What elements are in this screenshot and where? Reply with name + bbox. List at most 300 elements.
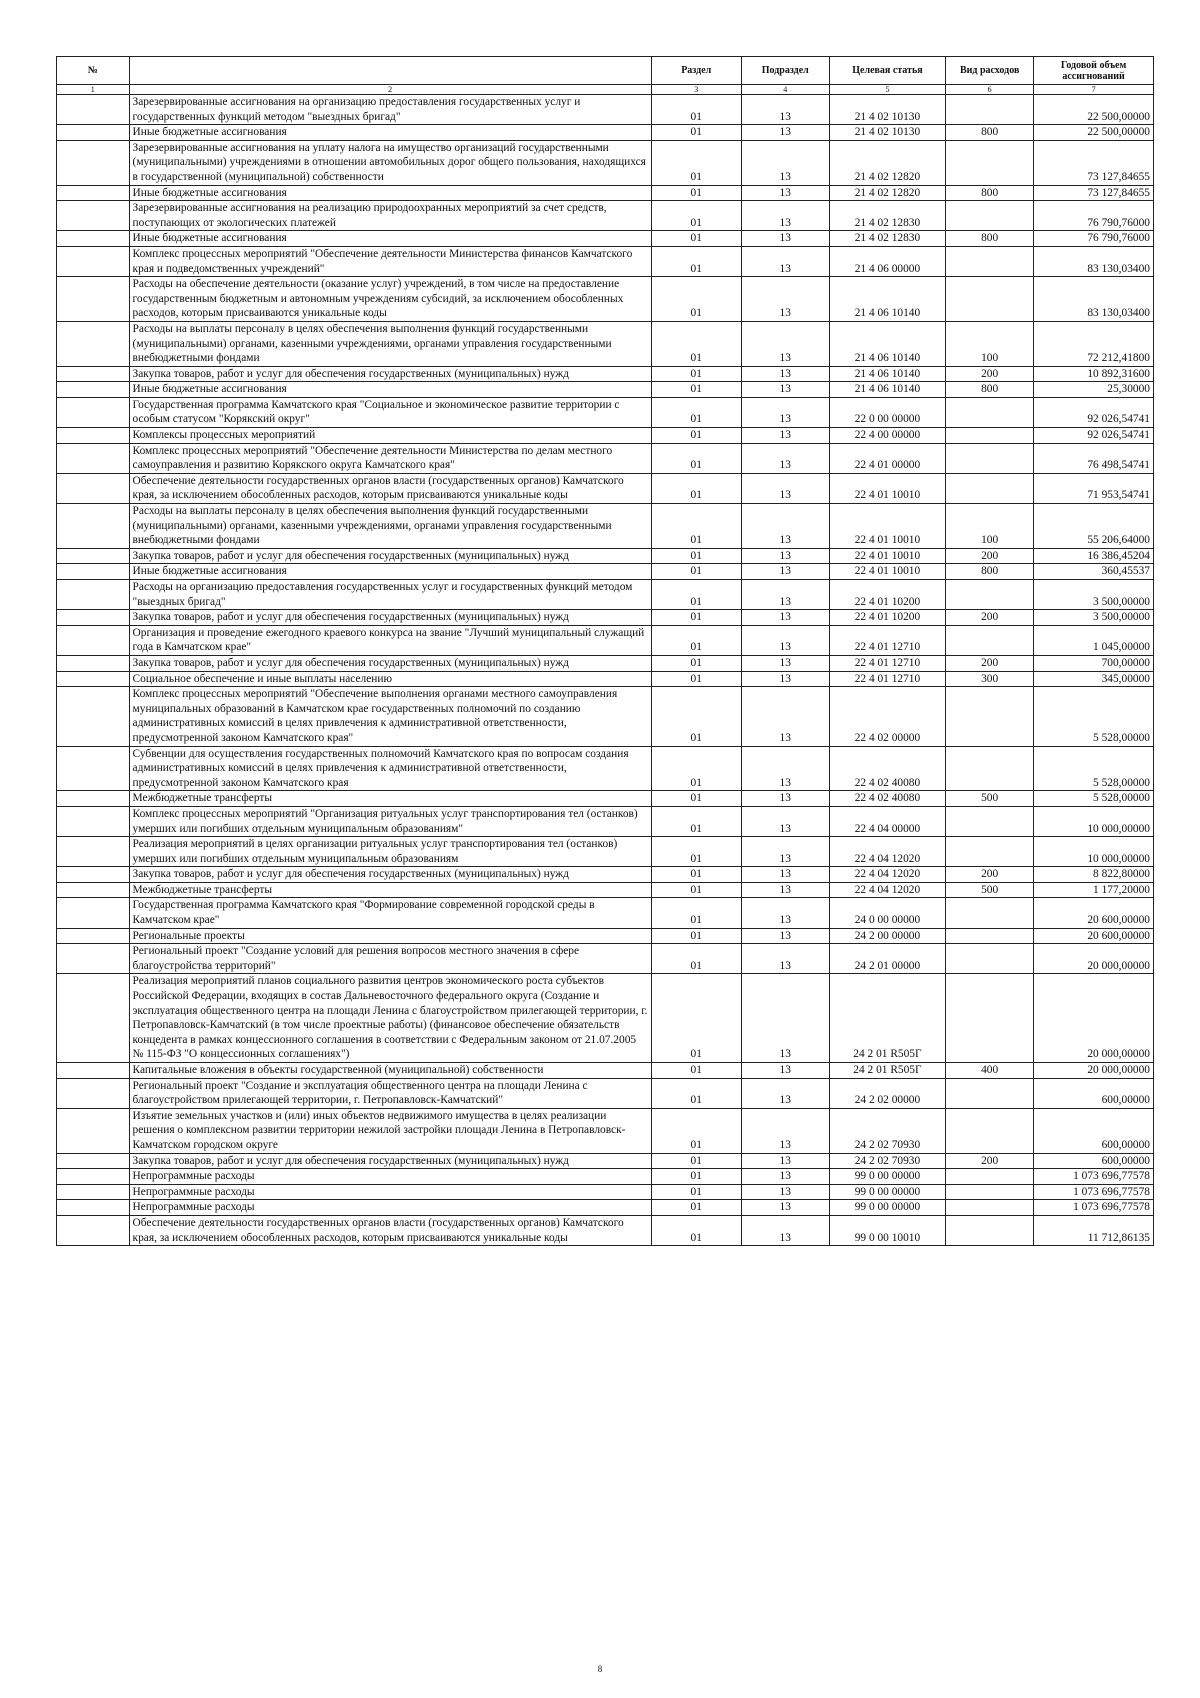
- annual-volume-cell: 83 130,03400: [1034, 277, 1154, 322]
- target-article-cell: 99 0 00 00000: [829, 1169, 946, 1185]
- target-article-cell: 99 0 00 00000: [829, 1200, 946, 1216]
- table-row: [57, 564, 1154, 580]
- section-cell: 01: [651, 1153, 741, 1169]
- target-article-cell: 22 4 01 10010: [829, 564, 946, 580]
- subsection-cell: 13: [741, 1184, 829, 1200]
- expense-name-cell: Расходы на обеспечение деятельности (оказание услуг) учреждений, в том числе на предоставление государственным бюджетным и автономным учреждениям субсидий, за исключением обособленных расходов, которым присваиваются уникальные коды: [129, 277, 651, 322]
- section-cell: 01: [651, 564, 741, 580]
- expense-kind-cell: 200: [946, 366, 1034, 382]
- subsection-cell: 13: [741, 928, 829, 944]
- table-row: [57, 746, 1154, 791]
- expense-kind-cell: [946, 1184, 1034, 1200]
- column-number: 2: [129, 85, 651, 95]
- page-number: 8: [597, 1664, 603, 1674]
- expense-kind-cell: [946, 1108, 1034, 1153]
- header-volume: Годовой объем ассигнований: [1034, 57, 1154, 85]
- subsection-cell: 13: [741, 610, 829, 626]
- section-cell: 01: [651, 473, 741, 503]
- target-article-cell: 22 4 04 00000: [829, 806, 946, 836]
- annual-volume-cell: 10 000,00000: [1034, 806, 1154, 836]
- table-row: [57, 548, 1154, 564]
- expense-name-cell: Обеспечение деятельности государственных органов власти (государственных органов) Камчатского края, за исключением обособленных расходов, которым присваиваются уникальные коды: [129, 1215, 651, 1245]
- expense-kind-cell: [946, 580, 1034, 610]
- subsection-cell: 13: [741, 382, 829, 398]
- annual-volume-cell: 360,45537: [1034, 564, 1154, 580]
- subsection-cell: 13: [741, 504, 829, 549]
- row-number-cell: [57, 1078, 130, 1108]
- row-number-cell: [57, 231, 130, 247]
- table-row: [57, 140, 1154, 185]
- row-number-cell: [57, 610, 130, 626]
- column-number: 7: [1034, 85, 1154, 95]
- section-cell: 01: [651, 746, 741, 791]
- table-row: [57, 473, 1154, 503]
- target-article-cell: 24 2 00 00000: [829, 928, 946, 944]
- subsection-cell: 13: [741, 944, 829, 974]
- table-row: [57, 246, 1154, 276]
- row-number-cell: [57, 1184, 130, 1200]
- expense-kind-cell: [946, 1215, 1034, 1245]
- row-number-cell: [57, 867, 130, 883]
- table-row: [57, 201, 1154, 231]
- table-row: [57, 974, 1154, 1063]
- expense-name-cell: Расходы на выплаты персоналу в целях обеспечения выполнения функций государственными (муниципальными) органами, казенными учреждениями, органами управления государственными внебюджетными фондами: [129, 504, 651, 549]
- target-article-cell: 22 4 01 12710: [829, 671, 946, 687]
- target-article-cell: 24 2 01 R505Г: [829, 1063, 946, 1079]
- expense-name-cell: Закупка товаров, работ и услуг для обеспечения государственных (муниципальных) нужд: [129, 548, 651, 564]
- section-cell: 01: [651, 397, 741, 427]
- target-article-cell: 21 4 02 10130: [829, 95, 946, 125]
- expense-name-cell: Региональный проект "Создание и эксплуатация общественного центра на площади Ленина с благоустройством прилегающей территории, г. Петропавловск-Камчатский": [129, 1078, 651, 1108]
- expense-kind-cell: 500: [946, 791, 1034, 807]
- expense-name-cell: Социальное обеспечение и иные выплаты населению: [129, 671, 651, 687]
- table-row: [57, 321, 1154, 366]
- row-number-cell: [57, 625, 130, 655]
- subsection-cell: 13: [741, 974, 829, 1063]
- table-row: [57, 580, 1154, 610]
- annual-volume-cell: 1 045,00000: [1034, 625, 1154, 655]
- target-article-cell: 21 4 02 12820: [829, 140, 946, 185]
- row-number-cell: [57, 321, 130, 366]
- subsection-cell: 13: [741, 185, 829, 201]
- expense-name-cell: Иные бюджетные ассигнования: [129, 382, 651, 398]
- target-article-cell: 22 4 02 40080: [829, 791, 946, 807]
- table-row: [57, 837, 1154, 867]
- subsection-cell: 13: [741, 671, 829, 687]
- section-cell: 01: [651, 321, 741, 366]
- section-cell: 01: [651, 580, 741, 610]
- column-number: 4: [741, 85, 829, 95]
- column-number-row: [57, 85, 1154, 95]
- expense-kind-cell: [946, 944, 1034, 974]
- target-article-cell: 22 4 02 00000: [829, 687, 946, 746]
- table-row: [57, 655, 1154, 671]
- subsection-cell: 13: [741, 791, 829, 807]
- budget-table: [56, 56, 1154, 1246]
- expense-kind-cell: 200: [946, 610, 1034, 626]
- target-article-cell: 24 2 02 70930: [829, 1153, 946, 1169]
- subsection-cell: 13: [741, 1078, 829, 1108]
- expense-kind-cell: 800: [946, 185, 1034, 201]
- expense-kind-cell: [946, 1169, 1034, 1185]
- expense-name-cell: Межбюджетные трансферты: [129, 882, 651, 898]
- row-number-cell: [57, 898, 130, 928]
- section-cell: 01: [651, 974, 741, 1063]
- table-row: [57, 95, 1154, 125]
- target-article-cell: 21 4 02 12820: [829, 185, 946, 201]
- annual-volume-cell: 92 026,54741: [1034, 428, 1154, 444]
- subsection-cell: 13: [741, 1169, 829, 1185]
- expense-kind-cell: [946, 95, 1034, 125]
- section-cell: 01: [651, 504, 741, 549]
- subsection-cell: 13: [741, 1215, 829, 1245]
- annual-volume-cell: 11 712,86135: [1034, 1215, 1154, 1245]
- annual-volume-cell: 55 206,64000: [1034, 504, 1154, 549]
- row-number-cell: [57, 140, 130, 185]
- annual-volume-cell: 5 528,00000: [1034, 791, 1154, 807]
- table-row: [57, 382, 1154, 398]
- expense-name-cell: Иные бюджетные ассигнования: [129, 125, 651, 141]
- section-cell: 01: [651, 944, 741, 974]
- annual-volume-cell: 25,30000: [1034, 382, 1154, 398]
- annual-volume-cell: 600,00000: [1034, 1078, 1154, 1108]
- expense-kind-cell: [946, 428, 1034, 444]
- table-row: [57, 231, 1154, 247]
- row-number-cell: [57, 928, 130, 944]
- row-number-cell: [57, 277, 130, 322]
- expense-kind-cell: [946, 1200, 1034, 1216]
- annual-volume-cell: 83 130,03400: [1034, 246, 1154, 276]
- subsection-cell: 13: [741, 397, 829, 427]
- annual-volume-cell: 73 127,84655: [1034, 140, 1154, 185]
- row-number-cell: [57, 837, 130, 867]
- target-article-cell: 24 2 01 00000: [829, 944, 946, 974]
- section-cell: 01: [651, 655, 741, 671]
- target-article-cell: 21 4 06 10140: [829, 382, 946, 398]
- annual-volume-cell: 20 000,00000: [1034, 974, 1154, 1063]
- section-cell: 01: [651, 1200, 741, 1216]
- expense-name-cell: Зарезервированные ассигнования на организацию предоставления государственных услуг и государственных функций методом "выездных бригад": [129, 95, 651, 125]
- target-article-cell: 22 4 01 10010: [829, 548, 946, 564]
- expense-kind-cell: [946, 246, 1034, 276]
- row-number-cell: [57, 201, 130, 231]
- section-cell: 01: [651, 882, 741, 898]
- table-row: [57, 428, 1154, 444]
- row-number-cell: [57, 944, 130, 974]
- table-row: [57, 625, 1154, 655]
- expense-kind-cell: 200: [946, 867, 1034, 883]
- expense-kind-cell: [946, 473, 1034, 503]
- section-cell: 01: [651, 806, 741, 836]
- section-cell: 01: [651, 928, 741, 944]
- target-article-cell: 22 4 01 12710: [829, 655, 946, 671]
- annual-volume-cell: 16 386,45204: [1034, 548, 1154, 564]
- column-number: 6: [946, 85, 1034, 95]
- expense-name-cell: Субвенции для осуществления государственных полномочий Камчатского края по вопросам создания административных комиссий в целях привлечения к административной ответственности, предусмотренной законом Камчатского края: [129, 746, 651, 791]
- subsection-cell: 13: [741, 231, 829, 247]
- annual-volume-cell: 600,00000: [1034, 1108, 1154, 1153]
- table-row: [57, 1153, 1154, 1169]
- subsection-cell: 13: [741, 321, 829, 366]
- annual-volume-cell: 76 790,76000: [1034, 231, 1154, 247]
- table-row: [57, 366, 1154, 382]
- target-article-cell: 22 4 01 10200: [829, 580, 946, 610]
- row-number-cell: [57, 366, 130, 382]
- section-cell: 01: [651, 687, 741, 746]
- annual-volume-cell: 3 500,00000: [1034, 580, 1154, 610]
- row-number-cell: [57, 564, 130, 580]
- table-row: [57, 443, 1154, 473]
- subsection-cell: 13: [741, 1108, 829, 1153]
- row-number-cell: [57, 1200, 130, 1216]
- expense-kind-cell: 800: [946, 382, 1034, 398]
- expense-kind-cell: 200: [946, 1153, 1034, 1169]
- subsection-cell: 13: [741, 366, 829, 382]
- annual-volume-cell: 1 177,20000: [1034, 882, 1154, 898]
- expense-name-cell: Государственная программа Камчатского края "Социальное и экономическое развитие территории с особым статусом "Корякский округ": [129, 397, 651, 427]
- expense-name-cell: Расходы на выплаты персоналу в целях обеспечения выполнения функций государственными (муниципальными) органами, казенными учреждениями, органами управления государственными внебюджетными фондами: [129, 321, 651, 366]
- section-cell: 01: [651, 231, 741, 247]
- expense-kind-cell: [946, 974, 1034, 1063]
- subsection-cell: 13: [741, 806, 829, 836]
- header-subsection: Подраздел: [741, 57, 829, 85]
- subsection-cell: 13: [741, 201, 829, 231]
- table-row: [57, 1108, 1154, 1153]
- subsection-cell: 13: [741, 95, 829, 125]
- expense-kind-cell: 100: [946, 321, 1034, 366]
- subsection-cell: 13: [741, 1200, 829, 1216]
- annual-volume-cell: 22 500,00000: [1034, 125, 1154, 141]
- table-row: [57, 1169, 1154, 1185]
- target-article-cell: 22 0 00 00000: [829, 397, 946, 427]
- subsection-cell: 13: [741, 1153, 829, 1169]
- section-cell: 01: [651, 1078, 741, 1108]
- expense-kind-cell: [946, 687, 1034, 746]
- expense-kind-cell: 100: [946, 504, 1034, 549]
- row-number-cell: [57, 1108, 130, 1153]
- annual-volume-cell: 71 953,54741: [1034, 473, 1154, 503]
- expense-kind-cell: 300: [946, 671, 1034, 687]
- expense-name-cell: Закупка товаров, работ и услуг для обеспечения государственных (муниципальных) нужд: [129, 610, 651, 626]
- row-number-cell: [57, 806, 130, 836]
- annual-volume-cell: 20 000,00000: [1034, 1063, 1154, 1079]
- row-number-cell: [57, 1153, 130, 1169]
- row-number-cell: [57, 791, 130, 807]
- expense-kind-cell: [946, 201, 1034, 231]
- expense-kind-cell: [946, 746, 1034, 791]
- expense-name-cell: Непрограммные расходы: [129, 1184, 651, 1200]
- subsection-cell: 13: [741, 246, 829, 276]
- table-row: [57, 1200, 1154, 1216]
- column-number: 1: [57, 85, 130, 95]
- table-row: [57, 671, 1154, 687]
- target-article-cell: 24 2 02 00000: [829, 1078, 946, 1108]
- section-cell: 01: [651, 1108, 741, 1153]
- table-row: [57, 185, 1154, 201]
- section-cell: 01: [651, 125, 741, 141]
- subsection-cell: 13: [741, 898, 829, 928]
- expense-kind-cell: 500: [946, 882, 1034, 898]
- row-number-cell: [57, 882, 130, 898]
- annual-volume-cell: 3 500,00000: [1034, 610, 1154, 626]
- target-article-cell: 21 4 02 12830: [829, 231, 946, 247]
- target-article-cell: 22 4 04 12020: [829, 837, 946, 867]
- row-number-cell: [57, 1215, 130, 1245]
- expense-name-cell: Закупка товаров, работ и услуг для обеспечения государственных (муниципальных) нужд: [129, 366, 651, 382]
- expense-kind-cell: 800: [946, 564, 1034, 580]
- expense-name-cell: Региональный проект "Создание условий для решения вопросов местного значения в сфере благоустройства территорий": [129, 944, 651, 974]
- target-article-cell: 22 4 01 12710: [829, 625, 946, 655]
- section-cell: 01: [651, 95, 741, 125]
- target-article-cell: 22 4 01 10010: [829, 504, 946, 549]
- annual-volume-cell: 5 528,00000: [1034, 687, 1154, 746]
- section-cell: 01: [651, 1063, 741, 1079]
- expense-name-cell: Комплекс процессных мероприятий "Обеспечение деятельности Министерства по делам местного самоуправления и развитию Корякского округа Камчатского края": [129, 443, 651, 473]
- target-article-cell: 24 2 02 70930: [829, 1108, 946, 1153]
- expense-name-cell: Иные бюджетные ассигнования: [129, 185, 651, 201]
- target-article-cell: 21 4 06 10140: [829, 277, 946, 322]
- header-target: Целевая статья: [829, 57, 946, 85]
- expense-name-cell: Комплекс процессных мероприятий "Организация ритуальных услуг транспортирования тел (останков) умерших или погибших отдельным муниципальным образованиям": [129, 806, 651, 836]
- annual-volume-cell: 600,00000: [1034, 1153, 1154, 1169]
- table-row: [57, 944, 1154, 974]
- expense-name-cell: Закупка товаров, работ и услуг для обеспечения государственных (муниципальных) нужд: [129, 655, 651, 671]
- section-cell: 01: [651, 185, 741, 201]
- section-cell: 01: [651, 791, 741, 807]
- annual-volume-cell: 22 500,00000: [1034, 95, 1154, 125]
- subsection-cell: 13: [741, 443, 829, 473]
- annual-volume-cell: 73 127,84655: [1034, 185, 1154, 201]
- expense-kind-cell: [946, 443, 1034, 473]
- section-cell: 01: [651, 201, 741, 231]
- expense-name-cell: Организация и проведение ежегодного краевого конкурса на звание "Лучший муниципальный служащий года в Камчатском крае": [129, 625, 651, 655]
- expense-kind-cell: [946, 277, 1034, 322]
- target-article-cell: 22 4 04 12020: [829, 867, 946, 883]
- subsection-cell: 13: [741, 882, 829, 898]
- row-number-cell: [57, 382, 130, 398]
- section-cell: 01: [651, 443, 741, 473]
- table-row: [57, 898, 1154, 928]
- section-cell: 01: [651, 625, 741, 655]
- row-number-cell: [57, 473, 130, 503]
- expense-name-cell: Закупка товаров, работ и услуг для обеспечения государственных (муниципальных) нужд: [129, 1153, 651, 1169]
- expense-kind-cell: [946, 898, 1034, 928]
- annual-volume-cell: 92 026,54741: [1034, 397, 1154, 427]
- row-number-cell: [57, 974, 130, 1063]
- annual-volume-cell: 20 000,00000: [1034, 944, 1154, 974]
- expense-kind-cell: [946, 1078, 1034, 1108]
- section-cell: 01: [651, 428, 741, 444]
- expense-name-cell: Иные бюджетные ассигнования: [129, 231, 651, 247]
- column-number: 3: [651, 85, 741, 95]
- target-article-cell: 22 4 01 10010: [829, 473, 946, 503]
- subsection-cell: 13: [741, 837, 829, 867]
- target-article-cell: 21 4 06 10140: [829, 321, 946, 366]
- row-number-cell: [57, 548, 130, 564]
- subsection-cell: 13: [741, 625, 829, 655]
- table-body: [57, 95, 1154, 1246]
- row-number-cell: [57, 1063, 130, 1079]
- expense-name-cell: Непрограммные расходы: [129, 1200, 651, 1216]
- row-number-cell: [57, 655, 130, 671]
- expense-name-cell: Расходы на организацию предоставления государственных услуг и государственных функций методом "выездных бригад": [129, 580, 651, 610]
- expense-kind-cell: 800: [946, 125, 1034, 141]
- section-cell: 01: [651, 610, 741, 626]
- table-row: [57, 125, 1154, 141]
- header-kind: Вид расходов: [946, 57, 1034, 85]
- expense-name-cell: Комплекс процессных мероприятий "Обеспечение выполнения органами местного самоуправления муниципальных образований в Камчатском крае государственных полномочий по созданию административных комиссий в целях привлечения к административной ответственности, предусмотренной законом Камчатского края": [129, 687, 651, 746]
- expense-kind-cell: [946, 397, 1034, 427]
- annual-volume-cell: 1 073 696,77578: [1034, 1184, 1154, 1200]
- table-row: [57, 1215, 1154, 1245]
- row-number-cell: [57, 687, 130, 746]
- subsection-cell: 13: [741, 564, 829, 580]
- expense-name-cell: Обеспечение деятельности государственных органов власти (государственных органов) Камчатского края, за исключением обособленных расходов, которым присваиваются уникальные коды: [129, 473, 651, 503]
- section-cell: 01: [651, 140, 741, 185]
- annual-volume-cell: 8 822,80000: [1034, 867, 1154, 883]
- row-number-cell: [57, 671, 130, 687]
- table-row: [57, 687, 1154, 746]
- target-article-cell: 99 0 00 00000: [829, 1184, 946, 1200]
- row-number-cell: [57, 95, 130, 125]
- annual-volume-cell: 76 790,76000: [1034, 201, 1154, 231]
- row-number-cell: [57, 746, 130, 791]
- subsection-cell: 13: [741, 867, 829, 883]
- subsection-cell: 13: [741, 140, 829, 185]
- target-article-cell: 21 4 06 10140: [829, 366, 946, 382]
- expense-name-cell: Непрограммные расходы: [129, 1169, 651, 1185]
- subsection-cell: 13: [741, 687, 829, 746]
- row-number-cell: [57, 125, 130, 141]
- subsection-cell: 13: [741, 277, 829, 322]
- table-row: [57, 791, 1154, 807]
- section-cell: 01: [651, 1184, 741, 1200]
- table-row: [57, 277, 1154, 322]
- subsection-cell: 13: [741, 548, 829, 564]
- annual-volume-cell: 5 528,00000: [1034, 746, 1154, 791]
- target-article-cell: 22 4 01 00000: [829, 443, 946, 473]
- expense-name-cell: Комплексы процессных мероприятий: [129, 428, 651, 444]
- annual-volume-cell: 345,00000: [1034, 671, 1154, 687]
- section-cell: 01: [651, 671, 741, 687]
- target-article-cell: 21 4 02 10130: [829, 125, 946, 141]
- annual-volume-cell: 1 073 696,77578: [1034, 1169, 1154, 1185]
- section-cell: 01: [651, 366, 741, 382]
- target-article-cell: 99 0 00 10010: [829, 1215, 946, 1245]
- header-no: №: [57, 57, 130, 85]
- annual-volume-cell: 700,00000: [1034, 655, 1154, 671]
- expense-kind-cell: [946, 928, 1034, 944]
- expense-name-cell: Реализация мероприятий планов социального развития центров экономического роста субъектов Российской Федерации, входящих в состав Дальневосточного федерального округа (Создание и эксплуатация общественного центра на площади Ленина с благоустройством прилегающей территории, г. Петропавловск-Камчатский (в том числе проектные работы) (финансовое обеспечение обязательств концедента в рамках концессионного соглашения в соответствии с Федеральным законом от 21.07.2005 № 115-ФЗ "О концессионных соглашениях"): [129, 974, 651, 1063]
- target-article-cell: 24 0 00 00000: [829, 898, 946, 928]
- section-cell: 01: [651, 867, 741, 883]
- expense-name-cell: Иные бюджетные ассигнования: [129, 564, 651, 580]
- budget-sheet: [56, 56, 1154, 1246]
- subsection-cell: 13: [741, 655, 829, 671]
- table-row: [57, 882, 1154, 898]
- annual-volume-cell: 1 073 696,77578: [1034, 1200, 1154, 1216]
- expense-name-cell: Зарезервированные ассигнования на реализацию природоохранных мероприятий за счет средств, поступающих от экологических платежей: [129, 201, 651, 231]
- section-cell: 01: [651, 1169, 741, 1185]
- expense-kind-cell: [946, 837, 1034, 867]
- expense-kind-cell: 200: [946, 655, 1034, 671]
- expense-name-cell: Зарезервированные ассигнования на уплату налога на имущество организаций государственными (муниципальными) учреждениями в отношении автомобильных дорог общего пользования, находящихся в государственной (муниципальной) собственности: [129, 140, 651, 185]
- subsection-cell: 13: [741, 428, 829, 444]
- target-article-cell: 22 4 00 00000: [829, 428, 946, 444]
- target-article-cell: 22 4 01 10200: [829, 610, 946, 626]
- subsection-cell: 13: [741, 473, 829, 503]
- row-number-cell: [57, 504, 130, 549]
